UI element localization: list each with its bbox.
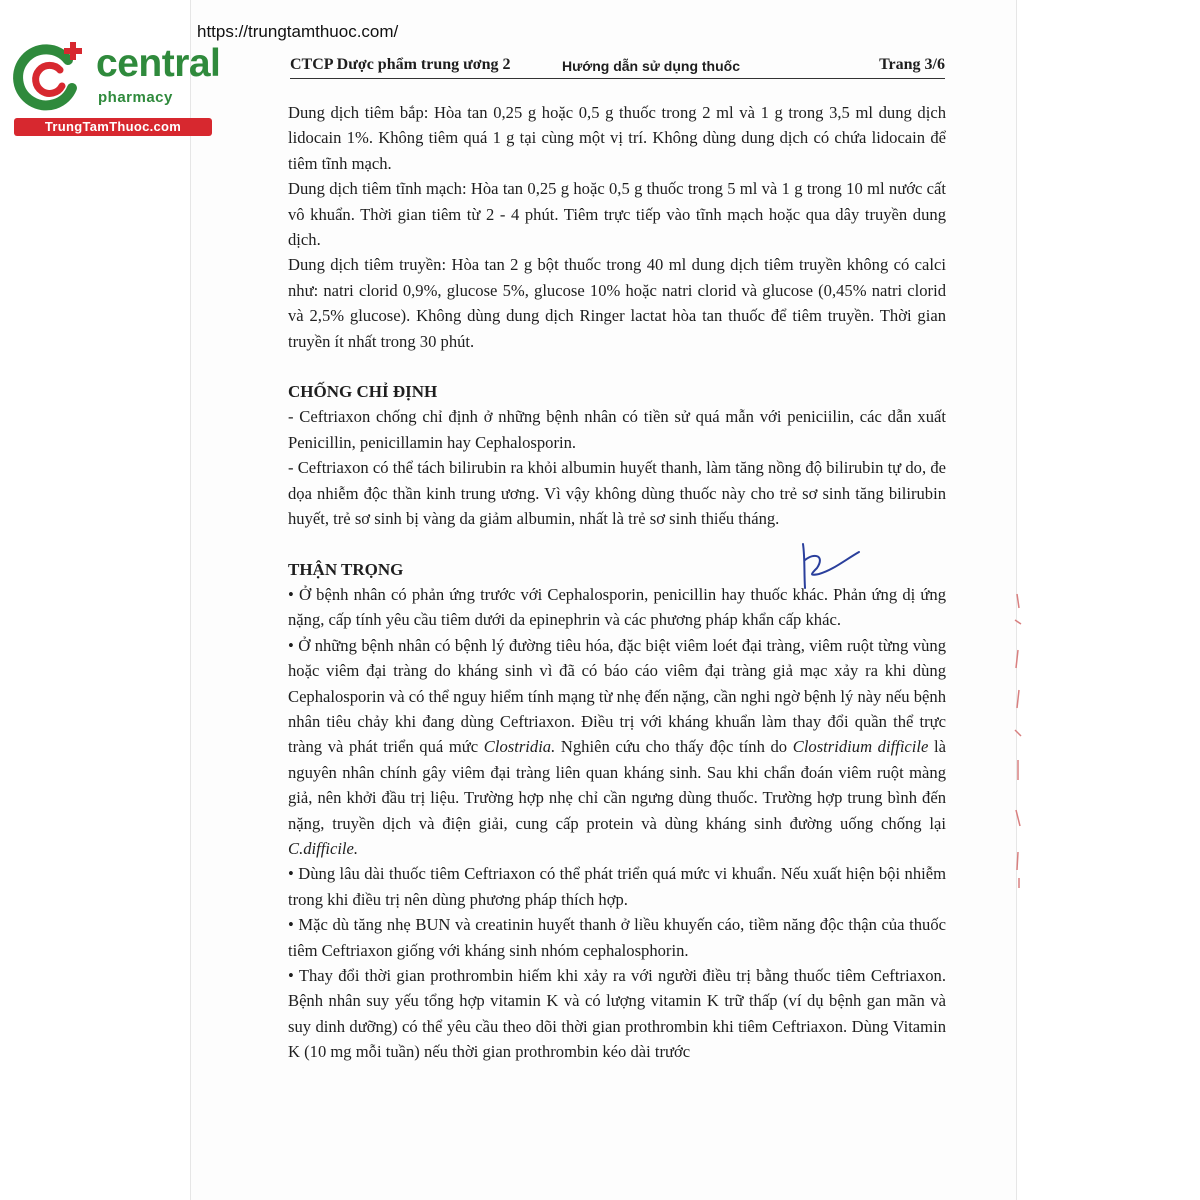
contraindication-item: - Ceftriaxon chống chỉ định ở những bệnh nhân có tiền sử quá mẫn với peniciilin, các dẫn xuất Penicillin, penicillamin hay Cephalosporin. [288,407,946,452]
logo-banner: TrungTamThuoc.com [14,118,212,136]
page-header [290,56,945,79]
caution-text: là nguyên nhân chính gây viêm đại tràng liên quan kháng sinh. Sau khi chẩn đoán viêm ruột màng giả, nên khởi đầu trị liệu. Trường hợp nhẹ chỉ cần ngưng dùng thuốc. Trường hợp trung bình đến nặng, truyền dịch và điện giải, cung cấp protein và dùng kháng sinh đường uống chống lại [288,737,946,833]
brand-logo [10,38,221,138]
caution-item: • Ở bệnh nhân có phản ứng trước với Cephalosporin, penicillin hay thuốc khác. Phản ứng dị ứng nặng, cấp tính yêu cầu tiêm dưới da epinephrin và các phương pháp khẩn cấp khác. [288,584,946,630]
logo-subtitle: pharmacy [98,89,173,106]
header-page-number: Trang 3/6 [879,56,945,73]
watermark-url: https://trungtamthuoc.com/ [197,22,399,41]
margin-stamp-marks [1003,590,1033,890]
caution-italic-term: Clostridia. [483,737,556,757]
header-document-title: Hướng dẫn sử dụng thuốc [562,58,740,74]
paragraph-intravenous: Dung dịch tiêm tĩnh mạch: Hòa tan 0,25 g hoặc 0,5 g thuốc trong 5 ml và 1 g trong 10 ml nước cất vô khuẩn. Thời gian tiêm từ 2 - 4 phút. Tiêm trực tiếp vào tĩnh mạch hoặc qua dây truyền dung dịch. [288,179,946,250]
caution-italic-term: C.difficile. [288,838,359,858]
signature-mark [795,540,865,592]
section-heading-caution: THẬN TRỌNG [288,559,404,579]
header-company: CTCP Dược phẩm trung ương 2 [290,56,511,73]
caution-item: • Mặc dù tăng nhẹ BUN và creatinin huyết thanh ở liều khuyến cáo, tiềm năng độc thận của thuốc tiêm Ceftriaxon giống với kháng sinh nhóm cephalosphorin. [288,915,946,960]
caution-item: • Dùng lâu dài thuốc tiêm Ceftriaxon có thể phát triển quá mức vi khuẩn. Nếu xuất hiện bội nhiễm trong khi điều trị nên dùng phương pháp thích hợp. [288,864,946,909]
caution-text: • Ở những bệnh nhân có bệnh lý đường tiêu hóa, đặc biệt viêm loét đại tràng, viêm ruột từng vùng hoặc viêm đại tràng do kháng sinh vì đã có báo cáo viêm đại tràng giả mạc xảy ra khi dùng Cephalosporin và có thể nguy hiểm tính mạng từ nhẹ đến nặng, cần nghi ngờ bệnh lý này nếu bệnh nhân tiêu chảy khi đang dùng Ceftriaxon. Điều trị với kháng khuẩn làm thay đổi quần thể trực tràng và phát triển quá mức [288,635,946,757]
contraindication-item: - Ceftriaxon có thể tách bilirubin ra khỏi albumin huyết thanh, làm tăng nồng độ bilirubin tự do, đe dọa nhiễm độc thần kinh trung ương. Vì vậy không dùng thuốc này cho trẻ sơ sinh tăng bilirubin huyết, trẻ sơ sinh bị vàng da giảm albumin, nhất là trẻ sơ sinh thiếu tháng. [288,458,946,529]
section-heading-contraindications: CHỐNG CHỈ ĐỊNH [288,382,438,402]
paragraph-intramuscular: Dung dịch tiêm bắp: Hòa tan 0,25 g hoặc 0,5 g thuốc trong 2 ml và 1 g trong 3,5 ml dung dịch lidocain 1%. Không tiêm quá 1 g tại cùng một vị trí. Không dùng dung dịch có chứa lidocain để tiêm tĩnh mạch. [288,103,946,173]
central-pharmacy-logo-icon [10,38,90,118]
caution-item: • Thay đổi thời gian prothrombin hiếm khi xảy ra với người điều trị bằng thuốc tiêm Ceftriaxon. Bệnh nhân suy yếu tổng hợp vitamin K và có lượng vitamin K trữ thấp (ví dụ bệnh gan mãn và suy dinh dưỡng) có thể yêu cầu theo dõi thời gian prothrombin khi tiêm Ceftriaxon. Dùng Vitamin K (10 mg mỗi tuần) nếu thời gian prothrombin kéo dài trước [288,966,946,1062]
logo-name: central [96,42,221,85]
caution-text: Nghiên cứu cho thấy độc tính do [555,737,793,757]
caution-item [288,633,946,862]
caution-italic-term: Clostridium difficile [792,737,929,757]
paragraph-infusion: Dung dịch tiêm truyền: Hòa tan 2 g bột thuốc trong 40 ml dung dịch tiêm truyền không có calci như: natri clorid 0,9%, glucose 5%, glucose 10% hoặc natri clorid và glucose (0,45% natri clorid và 2,5% glucose). Không dùng dung dịch Ringer lactat hòa tan thuốc để tiêm truyền. Thời gian truyền ít nhất trong 30 phút. [288,255,946,351]
